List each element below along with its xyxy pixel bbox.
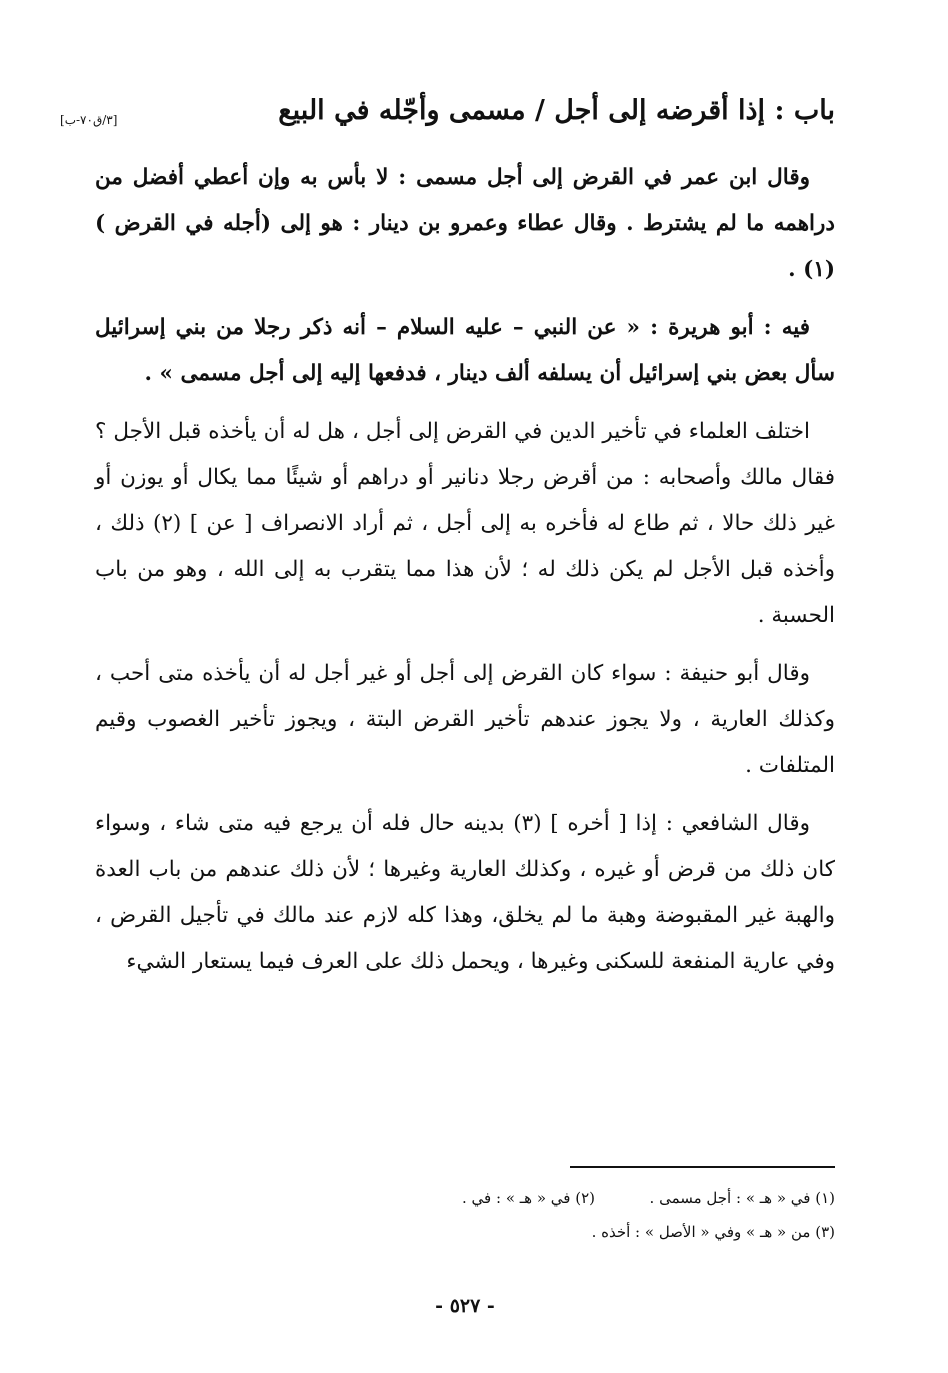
paragraph-abu-hanifa: وقال أبو حنيفة : سواء كان القرض إلى أجل أو غير أجل له أن يأخذه متى أحب ، وكذلك العارية ، ولا يجوز عندهم تأخير القرض البتة ، ويجوز تأخير الغصوب وقيم المتلفات .: [95, 661, 835, 778]
book-page: [60, 95, 835, 1345]
chapter-header: [60, 95, 835, 147]
paragraph-hadith: فيه : أبو هريرة : « عن النبي – عليه السلام – أنه ذكر رجلا من بني إسرائيل سأل بعض بني إسرائيل أن يسلفه ألف دينار ، فدفعها إليه إلى أجل مسمى » .: [95, 315, 835, 386]
paragraph-scholars-disagreement: اختلف العلماء في تأخير الدين في القرض إلى أجل ، هل له أن يأخذه قبل الأجل ؟ فقال مالك وأصحابه : من أقرض رجلا دنانير أو دراهم أو شيئًا مما يكال أو يوزن أو غير ذلك حالا ، ثم طاع له فأخره به إلى أجل ، ثم أراد الانصراف [ عن ] (٢) ذلك ، وأخذه قبل الأجل لم يكن ذلك له ؛ لأن هذا مما يتقرب به إلى الله ، وهو من باب الحسبة .: [95, 419, 835, 628]
footnote-3: (٣) من « هـ » وفي « الأصل » : أخذه .: [591, 1223, 835, 1241]
footnote-line: [95, 1181, 835, 1215]
footnote-1: (١) في « هـ » : أجل مسمى .: [649, 1189, 835, 1207]
manuscript-reference: [٣/ق٧٠-ب]: [60, 113, 118, 127]
paragraph-ibn-umar: وقال ابن عمر في القرض إلى أجل مسمى : لا بأس به وإن أعطي أفضل من دراهمه ما لم يشترط . وقال عطاء وعمرو بن دينار : هو إلى (أجله في القرض ) (١) .: [95, 165, 835, 282]
footnotes: [95, 1181, 835, 1249]
footnote-2: (٢) في « هـ » : في .: [462, 1189, 595, 1207]
footnote-line: [95, 1215, 835, 1249]
footnote-divider: [570, 1166, 835, 1168]
chapter-title: باب : إذا أقرضه إلى أجل / مسمى وأجّله في البيع: [278, 95, 835, 126]
paragraph-shafii: وقال الشافعي : إذا [ أخره ] (٣) بدينه حال فله أن يرجع فيه متى شاء ، وسواء كان ذلك من قرض أو غيره ، وكذلك العارية وغيرها ؛ لأن ذلك عندهم من باب العدة والهبة غير المقبوضة وهبة ما لم يخلق، وهذا كله لازم عند مالك في تأجيل القرض ، وفي عارية المنفعة للسكنى وغيرها ، ويحمل ذلك على العرف فيما يستعار الشيء: [95, 811, 835, 974]
page-number: - ٥٢٧ -: [435, 1295, 495, 1317]
